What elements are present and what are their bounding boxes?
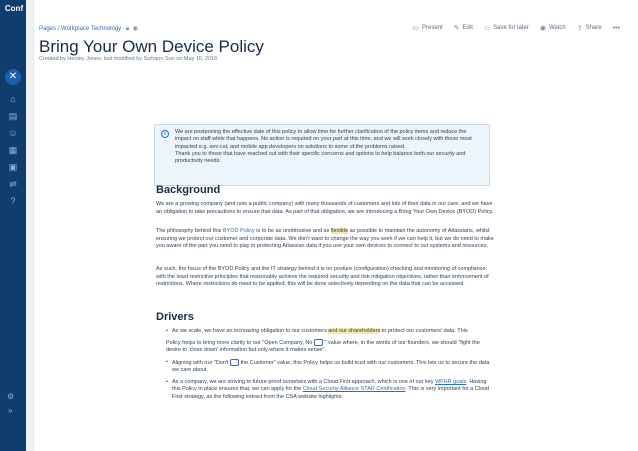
edit-button[interactable] bbox=[454, 24, 473, 32]
text-span: the Customer" value, this Policy helps us build trust with our customers. This lets us to secure the data we care about. bbox=[172, 359, 490, 374]
spaces-icon[interactable]: ▤ bbox=[8, 111, 18, 121]
page-actions bbox=[412, 24, 620, 32]
text-span: As we scale, we have an increasing obligation to our customers bbox=[172, 328, 327, 334]
eye-icon: ◉ bbox=[539, 25, 546, 32]
byod-policy-link[interactable]: BYOD Policy bbox=[222, 228, 255, 234]
info-line: productivity needs. bbox=[175, 158, 221, 165]
save-for-later-label: Save for later bbox=[493, 25, 529, 31]
breadcrumb bbox=[39, 25, 138, 33]
share-button[interactable] bbox=[577, 24, 602, 32]
star-icon: ☆ bbox=[483, 25, 491, 32]
info-line: impacted e.g. sev-cal, and mobile app developers on solutions to some of the problems raised. bbox=[175, 143, 406, 150]
background-paragraph-3: As such, the focus of the BYOD Policy and the IT strategy behind it is on posture (configuration) checking and monitoring of compliance: with the least restrictive principles that reasonably achieve the required security and risk mitigation objectives, rather than enforcement of restrictions. Where restrictions do need to be applied, this will be done selectively depending on the data that can be accessed. bbox=[156, 266, 489, 288]
drivers-heading: Drivers bbox=[156, 311, 194, 323]
text-span: . This is very important for a Cloud First strategy, as the following extract from the CSA website highlights: bbox=[172, 386, 490, 401]
emoji-icon bbox=[230, 359, 239, 366]
list-item bbox=[166, 328, 496, 336]
product-logo[interactable]: Conf bbox=[4, 4, 24, 13]
lock-icon[interactable]: 🔒︎ bbox=[125, 26, 130, 32]
info-line: impact on staff while that happens. No action is required on your part at this time, and we will work closely with those most bbox=[175, 136, 472, 143]
more-icon: ••• bbox=[612, 24, 620, 32]
wfhr-goals-link[interactable]: WFHR goals bbox=[435, 378, 467, 385]
text-span: as possible to maintain the autonomy of Atlassians, whilst ensuring we protect our customer and corporate data. We don't want to change the way you work if we can help it, but we do need to make you aware of the part you need to play in protecting Atlassian data if you use your own devices to connect to our systems and resources. bbox=[156, 228, 494, 250]
breadcrumb-pages-link[interactable]: Pages bbox=[39, 26, 57, 32]
pencil-icon: ✎ bbox=[453, 25, 460, 32]
calendar-icon[interactable]: ▦ bbox=[8, 145, 18, 155]
emoji-icon bbox=[314, 339, 323, 346]
info-line: Thank you to those that have reached out with their specific concerns and options to help balance both our security and bbox=[175, 150, 466, 157]
text-span: As a company, we are striving to future-proof ourselves with a Cloud First approach, which is one of our key bbox=[172, 378, 434, 385]
text-span: is to be as unobtrusive and as bbox=[256, 228, 330, 234]
list-item-continuation bbox=[166, 339, 496, 355]
share-label: Share bbox=[585, 25, 602, 31]
breadcrumb-separator: / bbox=[57, 26, 60, 32]
breadcrumb-current-link[interactable]: Workplace Technology bbox=[61, 26, 122, 32]
eye-icon[interactable]: ◉ bbox=[132, 26, 138, 32]
expand-icon[interactable]: » bbox=[8, 406, 13, 415]
text-span: Policy helps to bring more clarity to our "Open Company, No bbox=[166, 339, 313, 346]
background-heading: Background bbox=[156, 184, 221, 196]
present-icon: ▭ bbox=[412, 25, 419, 32]
text-span: The philosophy behind this bbox=[156, 228, 222, 234]
list-item bbox=[166, 379, 496, 402]
text-span: Aligning with our "Don't bbox=[172, 359, 229, 366]
save-for-later-button[interactable] bbox=[484, 24, 529, 32]
present-button[interactable] bbox=[412, 24, 442, 32]
edit-label: Edit bbox=[462, 25, 473, 31]
share-icon: ⇪ bbox=[576, 25, 583, 32]
people-icon[interactable]: ☺ bbox=[8, 128, 18, 138]
page-byline: Created by Henley Jones, last modified by Sizhann Sun on May 10, 2016 bbox=[39, 56, 218, 62]
global-nav-rail bbox=[0, 0, 26, 451]
highlighted-text: and our shareholders bbox=[328, 328, 381, 334]
watch-label: Watch bbox=[548, 25, 566, 31]
info-line: We are postponing the effective date of this policy to allow time for further clarification of the policy items and reduce the bbox=[175, 129, 467, 135]
highlighted-text: flexible bbox=[330, 228, 349, 234]
home-icon[interactable]: ⌂ bbox=[10, 94, 16, 104]
apps-icon[interactable]: ▣ bbox=[8, 162, 18, 172]
help-icon[interactable]: ? bbox=[10, 196, 16, 206]
text-span: to protect our customers' data. This bbox=[381, 328, 468, 334]
info-panel bbox=[154, 124, 490, 186]
drivers-list bbox=[166, 328, 496, 402]
csa-star-link[interactable]: Cloud Security Alliance STAR Certification bbox=[302, 386, 406, 393]
text-span: . Having this Policy in place ensures that, we can apply for the bbox=[172, 378, 487, 393]
present-label: Present bbox=[421, 25, 443, 31]
settings-icon[interactable]: ⚙ bbox=[7, 392, 15, 401]
watch-button[interactable] bbox=[540, 24, 566, 32]
info-icon: i bbox=[161, 130, 169, 138]
list-item bbox=[166, 359, 496, 375]
feed-icon[interactable]: ⇌ bbox=[9, 179, 17, 189]
more-actions-button[interactable] bbox=[613, 24, 620, 32]
sidebar-collapsed[interactable] bbox=[26, 0, 34, 451]
background-paragraph-2 bbox=[156, 228, 496, 251]
text-span: " value where, in the words of our founders, we should "fight the desire to 'close down' information but only where it makes sense". bbox=[166, 339, 480, 354]
background-paragraph-1: We are a growing company (and now a public company) with many thousands of customers and lots of their data in our care, and we have an obligation to take precautions to ensure that data. As part of that obligation, we are introducing a Bring Your Own Device (BYOD) Policy. bbox=[156, 201, 494, 215]
page-title: Bring Your Own Device Policy bbox=[39, 37, 264, 56]
close-icon[interactable]: ✕ bbox=[5, 69, 21, 85]
